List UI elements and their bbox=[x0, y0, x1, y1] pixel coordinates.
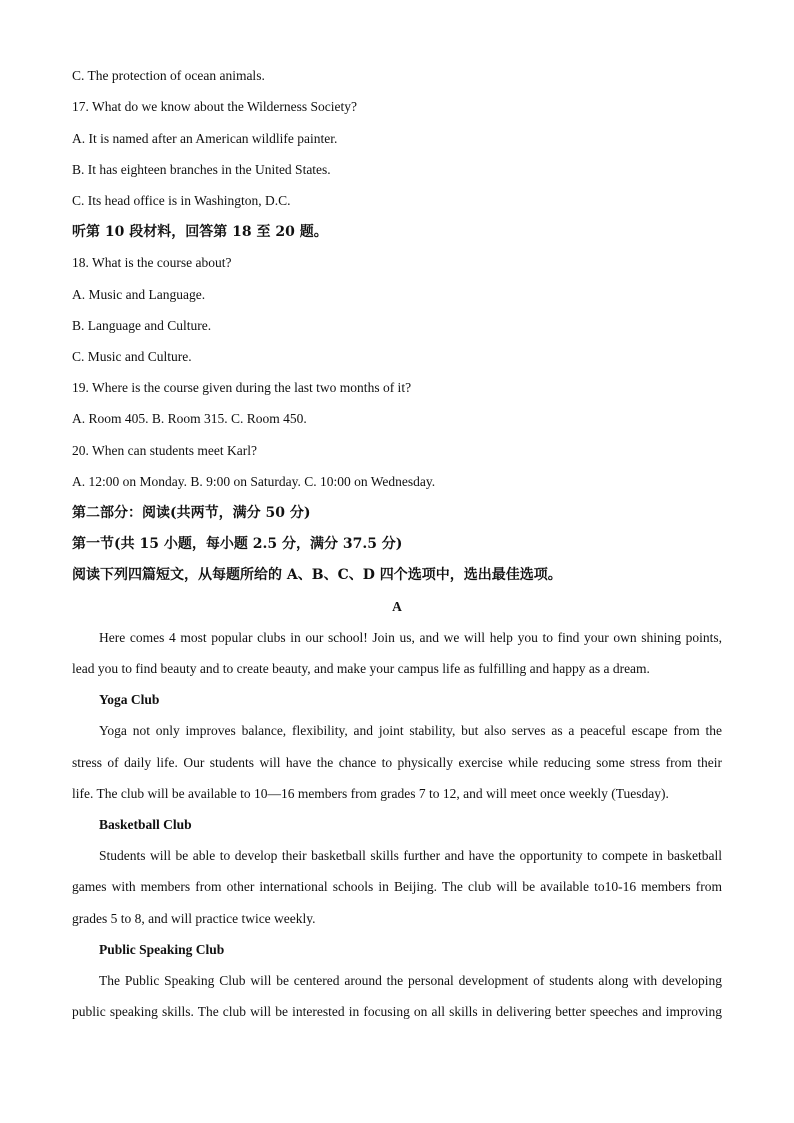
section-one-heading: 第一节(共 15 小题，每小题 2.5 分，满分 37.5 分) bbox=[72, 536, 403, 552]
options-19: A. Room 405. B. Room 315. C. Room 450. bbox=[72, 411, 307, 426]
basketball-line-3: grades 5 to 8, and will practice twice weekly. bbox=[72, 911, 316, 926]
intro-line-2: lead you to find beauty and to create beauty, and make your campus life as fulfilling and happy as a dream. bbox=[72, 661, 650, 676]
yoga-club-heading: Yoga Club bbox=[99, 692, 160, 707]
option-18b: B. Language and Culture. bbox=[72, 318, 212, 333]
yoga-line-2: stress of daily life. Our students will have the chance to physically exercise while reducing some stress from their bbox=[72, 755, 722, 770]
part-two-heading: 第二部分：阅读(共两节，满分 50 分) bbox=[72, 505, 311, 521]
basketball-line-1: Students will be able to develop their basketball skills further and have the opportunity to compete in basketball bbox=[99, 848, 722, 863]
basketball-club-heading: Basketball Club bbox=[99, 817, 192, 832]
public-speaking-line-1: The Public Speaking Club will be centered around the personal development of students along with developing bbox=[99, 973, 722, 988]
public-speaking-club-heading: Public Speaking Club bbox=[99, 942, 225, 957]
public-speaking-line-2: public speaking skills. The club will be interested in focusing on all skills in delivering better speeches and improving bbox=[72, 1004, 722, 1019]
option-17b: B. It has eighteen branches in the United States. bbox=[72, 162, 331, 177]
question-18: 18. What is the course about? bbox=[72, 255, 232, 270]
reading-instruction: 阅读下列四篇短文，从每题所给的 A、B、C、D 四个选项中，选出最佳选项。 bbox=[72, 567, 562, 583]
passage-label-a: A bbox=[392, 599, 402, 614]
option-16c: C. The protection of ocean animals. bbox=[72, 68, 265, 83]
option-17a: A. It is named after an American wildlife painter. bbox=[72, 131, 338, 146]
option-18a: A. Music and Language. bbox=[72, 287, 206, 302]
intro-line-1: Here comes 4 most popular clubs in our school! Join us, and we will help you to find your own shining points, bbox=[99, 630, 722, 645]
option-18c: C. Music and Culture. bbox=[72, 349, 192, 364]
question-20: 20. When can students meet Karl? bbox=[72, 443, 257, 458]
basketball-line-2: games with members from other international schools in Beijing. The club will be available to10-16 members from bbox=[72, 879, 722, 894]
options-20: A. 12:00 on Monday. B. 9:00 on Saturday. C. 10:00 on Wednesday. bbox=[72, 474, 436, 489]
question-17: 17. What do we know about the Wilderness Society? bbox=[72, 99, 358, 114]
option-17c: C. Its head office is in Washington, D.C. bbox=[72, 193, 291, 208]
section-instruction-10: 听第 10 段材料，回答第 18 至 20 题。 bbox=[72, 224, 328, 240]
question-19: 19. Where is the course given during the last two months of it? bbox=[72, 380, 412, 395]
yoga-line-1: Yoga not only improves balance, flexibility, and joint stability, but also serves as a peaceful escape from the bbox=[99, 723, 722, 738]
yoga-line-3: life. The club will be available to 10—16 members from grades 7 to 12, and will meet once weekly (Tuesday). bbox=[72, 786, 669, 801]
